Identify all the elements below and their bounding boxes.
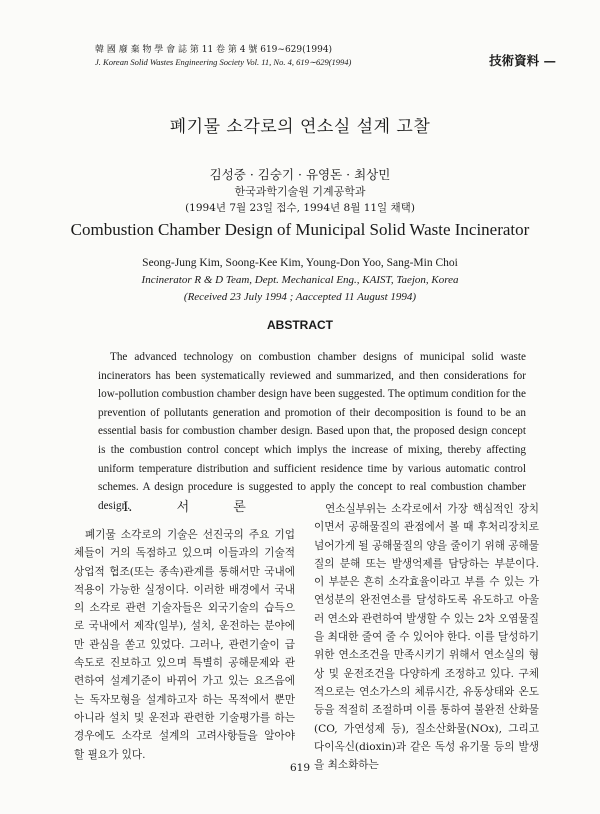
section-heading: Ⅰ. 서 론 bbox=[123, 500, 246, 515]
journal-citation-english: J. Korean Solid Wastes Engineering Society Vol. 11, No. 4, 619∼629(1994) bbox=[95, 57, 352, 67]
section-tag: 技術資料 — bbox=[489, 53, 556, 68]
abstract-body bbox=[98, 348, 526, 515]
journal-citation-korean: 韓 國 廢 棄 物 學 會 誌 第 11 卷 第 4 號 619∼629(1994) bbox=[95, 45, 333, 55]
authors-korean: 김성중 · 김숭기 · 유영돈 · 최상민 bbox=[209, 167, 391, 182]
abstract-paragraph: The advanced technology on combustion chamber designs of municipal solid waste incinerators has been systematically reviewed and summarized, and then considerations for low-pollution combustion chamber design have been suggested. The optimum condition for the prevention of pollutants generation and promotion of their decomposition is found to be an essential basis for combustion chamber design. Based upon that, the proposed design concept is the combustion control concept which implys the increase of mixing, thereby affecting uniform temperature distribution and sufficient residence time by various automatic control schemes. A design procedure is suggested to apply the concept to real combustion chamber design. bbox=[98, 351, 526, 512]
intro-paragraph-left: 폐기물 소각로의 기술은 선진국의 주요 기업체들이 거의 독점하고 있으며 이들과의 기술적 상업적 협조(또는 종속)관계를 통해서만 국내에 적용이 가능한 실정이다. 이러한 배경에서 국내의 소각로 관련 기술자들은 외국기술의 습득으로 국내에서 제작(일부), 설치, 운전하는 분야에만 관심을 쏟고 있었다. 그러나, 관련기술이 급속도로 진보하고 있으며 특별히 공해문제와 관련하여 설계기준이 바뀌어 가고 있는 요즈음에는 독자모형을 설계하고자 하는 목적에서 뿐만 아니라 설치 및 운전과 관련한 기술평가를 하는 경우에도 소각로 설계의 고려사항들을 알아야 할 필요가 있다. bbox=[74, 529, 295, 761]
abstract-heading: ABSTRACT bbox=[267, 318, 333, 332]
affiliation-korean: 한국과학기술원 기계공학과 bbox=[234, 185, 366, 198]
title-korean: 폐기물 소각로의 연소실 설계 고찰 bbox=[169, 117, 431, 137]
title-english: Combustion Chamber Design of Municipal Solid Waste Incinerator bbox=[70, 220, 530, 239]
left-column bbox=[74, 526, 295, 764]
dates-english: (Received 23 July 1994 ; Aaccepted 11 August 1994) bbox=[183, 291, 417, 303]
page-number: 619 bbox=[289, 762, 311, 774]
dates-korean: (1994년 7월 23일 접수, 1994년 8월 11일 채택) bbox=[185, 202, 415, 214]
authors-english: Seong-Jung Kim, Soong-Kee Kim, Young-Don Yoo, Sang-Min Choi bbox=[142, 257, 458, 269]
right-column bbox=[314, 500, 539, 774]
affiliation-english: Incinerator R & D Team, Dept. Mechanical Eng., KAIST, Taejon, Korea bbox=[141, 274, 459, 286]
intro-paragraph-right: 연소실부위는 소각로에서 가장 핵심적인 장치이면서 공해물질의 관점에서 볼 때 후처리장치로 넘어가게 될 공해물질의 양을 줄이기 위해 공해물질의 분해 또는 발생억제를 담당하는 부분이다. 이 부분은 흔히 소각효율이라고 부를 수 있는 가연성분의 완전연소를 달성하도록 유도하고 아울러 연소와 관련하여 발생할 수 있는 2차 오염물질을 최대한 줄여 줄 수 있어야 한다. 이를 달성하기 위한 연소조건을 만족시키기 위해서 연소실의 형상 및 운전조건을 다양하게 조정하고 있다. 구체적으로는 연소가스의 체류시간, 유동상태와 온도 등을 적절히 조절하며 이를 통하여 불완전 산화물(CO, 가연성제 등), 질소산화물(NOx), 그리고 다이옥신(dioxin)과 같은 독성 유기물 등의 발생을 최소화하는 bbox=[314, 503, 539, 772]
